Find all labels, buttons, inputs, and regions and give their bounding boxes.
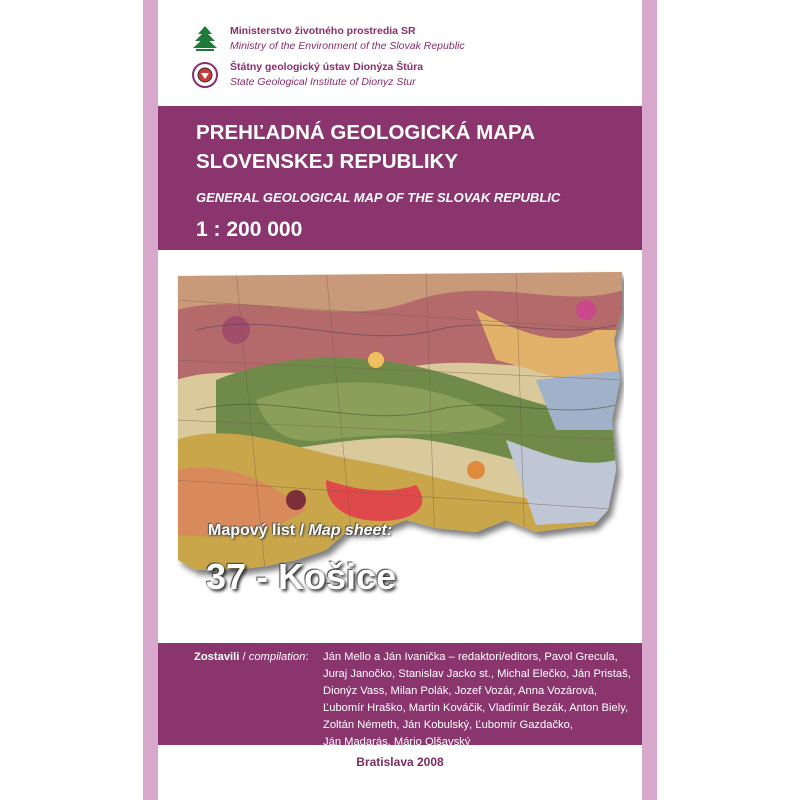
map-cover: [158, 0, 642, 800]
credits-line: Ján Madarás, Mário Olšavský: [323, 736, 471, 748]
ministry-name-sk: Ministerstvo životného prostredia SR: [230, 25, 416, 37]
credits-label-en: compilation: [248, 651, 306, 663]
title-line-2: SLOVENSKEJ REPUBLIKY: [196, 150, 458, 173]
map-scale: 1 : 200 000: [196, 218, 303, 241]
publication-place-year: Bratislava 2008: [356, 755, 444, 769]
institute-block: [192, 60, 423, 90]
credits-line: Juraj Janočko, Stanislav Jacko st., Michal Elečko, Ján Pristaš,: [323, 668, 631, 680]
credits-label-separator: /: [239, 651, 249, 663]
map-sheet-separator: /: [295, 522, 309, 539]
map-sheet-label: [208, 522, 392, 540]
credits-label-colon: :: [305, 651, 309, 663]
title-slovak: [196, 118, 636, 176]
title-line-1: PREHĽADNÁ GEOLOGICKÁ MAPA: [196, 121, 536, 144]
credits-line: Ján Mello a Ján Ivanička – redaktori/editors, Pavol Grecula,: [323, 651, 618, 663]
institute-seal-icon: [192, 60, 218, 90]
map-sheet-label-sk: Mapový list: [208, 522, 296, 539]
credits-line: Dionýz Vass, Milan Polák, Jozef Vozár, Anna Vozárová,: [323, 685, 598, 697]
ministry-block: [192, 24, 465, 54]
credits-label: [194, 649, 308, 666]
institute-name-sk: Štátny geologický ústav Dionýza Štúra: [230, 61, 424, 73]
title-band: [158, 106, 642, 250]
credits-line: Ľubomír Hraško, Martin Kováčik, Vladimír Bezák, Anton Biely,: [323, 702, 629, 714]
credits-line: Zoltán Németh, Ján Kobulský, Ľubomír Gazdačko,: [323, 719, 573, 731]
tree-logo-icon: [192, 24, 218, 54]
left-side-strip: [143, 0, 158, 800]
ministry-name-en: Ministry of the Environment of the Slovak Republic: [230, 40, 465, 52]
map-sheet-label-en: Map sheet:: [308, 522, 393, 539]
credits-band: [158, 643, 642, 748]
right-side-strip: [642, 0, 657, 800]
credits-label-sk: Zostavili: [194, 651, 240, 663]
title-english: GENERAL GEOLOGICAL MAP OF THE SLOVAK REPUBLIC: [196, 190, 561, 205]
credits-names: [323, 649, 633, 751]
map-sheet-name: 37 - Košice: [206, 556, 397, 597]
institute-name-en: State Geological Institute of Dionyz Stur: [230, 76, 416, 88]
